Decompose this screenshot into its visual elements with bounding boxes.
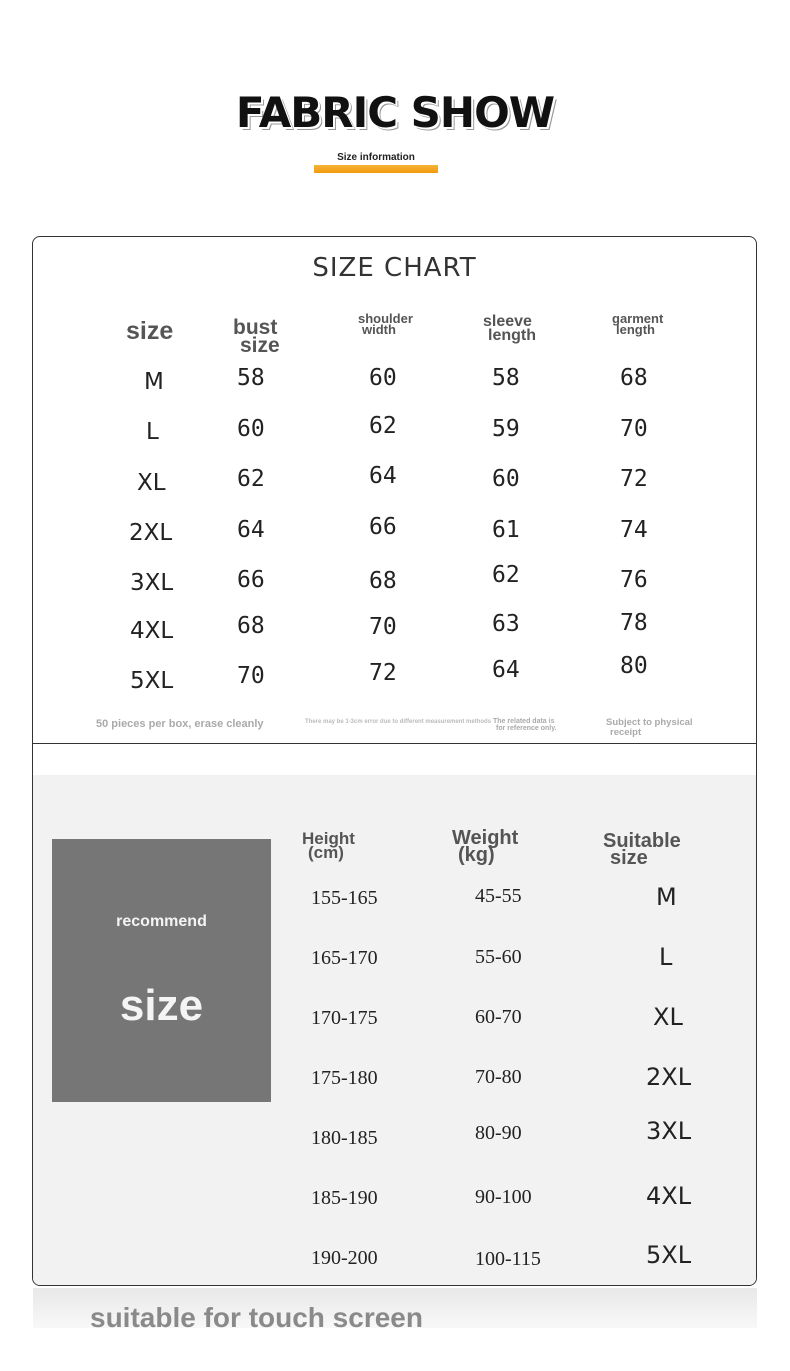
shoulder-cell: 66 bbox=[369, 514, 397, 540]
shoulder-cell: 62 bbox=[369, 413, 397, 439]
sleeve-cell: 58 bbox=[492, 365, 520, 391]
bust-cell: 60 bbox=[237, 416, 265, 442]
garment-cell: 74 bbox=[620, 517, 648, 543]
packing-note: 50 pieces per box, erase cleanly bbox=[96, 718, 264, 730]
garment-cell: 76 bbox=[620, 567, 648, 593]
footer-text: suitable for touch screen bbox=[90, 1302, 423, 1328]
sleeve-cell: 62 bbox=[492, 562, 520, 588]
bust-cell: 68 bbox=[237, 613, 265, 639]
shoulder-cell: 60 bbox=[369, 365, 397, 391]
measurement-error-note: There may be 1-3cm error due to different measurement methods bbox=[305, 719, 492, 725]
recommend-size-label: size bbox=[119, 981, 204, 1030]
bust-cell: 58 bbox=[237, 365, 265, 391]
size-cell: XL bbox=[137, 470, 166, 496]
size-cell: M bbox=[144, 369, 164, 395]
reference-note: The related data is for reference only. bbox=[493, 718, 557, 733]
shoulder-cell: 70 bbox=[369, 614, 397, 640]
shoulder-cell: 72 bbox=[369, 660, 397, 686]
garment-cell: 68 bbox=[620, 365, 648, 391]
suitable-size-cell: 3XL bbox=[646, 1117, 692, 1145]
suitable-size-cell: 2XL bbox=[646, 1063, 692, 1091]
height-cell: 190-200 bbox=[311, 1247, 378, 1269]
weight-cell: 100-115 bbox=[475, 1248, 541, 1270]
size-information-subtitle: Size information bbox=[337, 152, 415, 163]
height-cell: 180-185 bbox=[311, 1127, 378, 1149]
header-shoulder-width: shoulder width bbox=[358, 311, 413, 338]
garment-cell: 80 bbox=[620, 653, 648, 679]
garment-cell: 72 bbox=[620, 466, 648, 492]
recommend-label: recommend bbox=[116, 913, 207, 930]
suitable-size-cell: L bbox=[659, 943, 673, 971]
suitable-size-cell: 5XL bbox=[646, 1241, 692, 1269]
weight-cell: 45-55 bbox=[475, 885, 522, 907]
bust-cell: 66 bbox=[237, 567, 265, 593]
header-sleeve-length: sleeve length bbox=[483, 313, 536, 344]
weight-cell: 80-90 bbox=[475, 1122, 522, 1144]
garment-cell: 70 bbox=[620, 416, 648, 442]
size-cell: L bbox=[146, 419, 159, 445]
header-suitable-size: Suitable size bbox=[603, 830, 681, 869]
suitable-size-cell: M bbox=[656, 883, 677, 911]
header-size: size bbox=[126, 317, 174, 345]
height-cell: 155-165 bbox=[311, 887, 378, 909]
height-cell: 165-170 bbox=[311, 947, 378, 969]
size-cell: 3XL bbox=[130, 570, 174, 596]
sleeve-cell: 60 bbox=[492, 466, 520, 492]
garment-cell: 78 bbox=[620, 610, 648, 636]
bust-cell: 64 bbox=[237, 517, 265, 543]
recommend-size-block bbox=[52, 839, 271, 1102]
bust-cell: 62 bbox=[237, 466, 265, 492]
size-cell: 4XL bbox=[130, 618, 174, 644]
size-cell: 5XL bbox=[130, 668, 174, 694]
header-garment-length: garment length bbox=[612, 311, 664, 338]
sleeve-cell: 59 bbox=[492, 416, 520, 442]
weight-cell: 60-70 bbox=[475, 1006, 522, 1028]
section-divider bbox=[33, 743, 756, 744]
weight-cell: 70-80 bbox=[475, 1066, 522, 1088]
subtitle-underline-bar bbox=[314, 165, 438, 173]
suitable-size-cell: 4XL bbox=[646, 1182, 692, 1210]
sleeve-cell: 64 bbox=[492, 657, 520, 683]
header-weight: Weight (kg) bbox=[452, 827, 519, 866]
height-cell: 175-180 bbox=[311, 1067, 378, 1089]
weight-cell: 55-60 bbox=[475, 946, 522, 968]
page-title: FABRIC SHOW bbox=[235, 88, 555, 137]
weight-cell: 90-100 bbox=[475, 1186, 532, 1208]
header-height: Height (cm) bbox=[302, 829, 355, 863]
height-cell: 185-190 bbox=[311, 1187, 378, 1209]
size-chart-panel bbox=[32, 236, 757, 1286]
sleeve-cell: 63 bbox=[492, 611, 520, 637]
shoulder-cell: 64 bbox=[369, 463, 397, 489]
height-cell: 170-175 bbox=[311, 1007, 378, 1029]
sleeve-cell: 61 bbox=[492, 517, 520, 543]
bust-cell: 70 bbox=[237, 663, 265, 689]
shoulder-cell: 68 bbox=[369, 568, 397, 594]
header-bust-size: bust size bbox=[233, 316, 280, 357]
size-chart-title: SIZE CHART bbox=[312, 253, 477, 283]
receipt-note: Subject to physical receipt bbox=[606, 717, 693, 738]
size-cell: 2XL bbox=[129, 520, 173, 546]
suitable-size-cell: XL bbox=[653, 1003, 683, 1031]
